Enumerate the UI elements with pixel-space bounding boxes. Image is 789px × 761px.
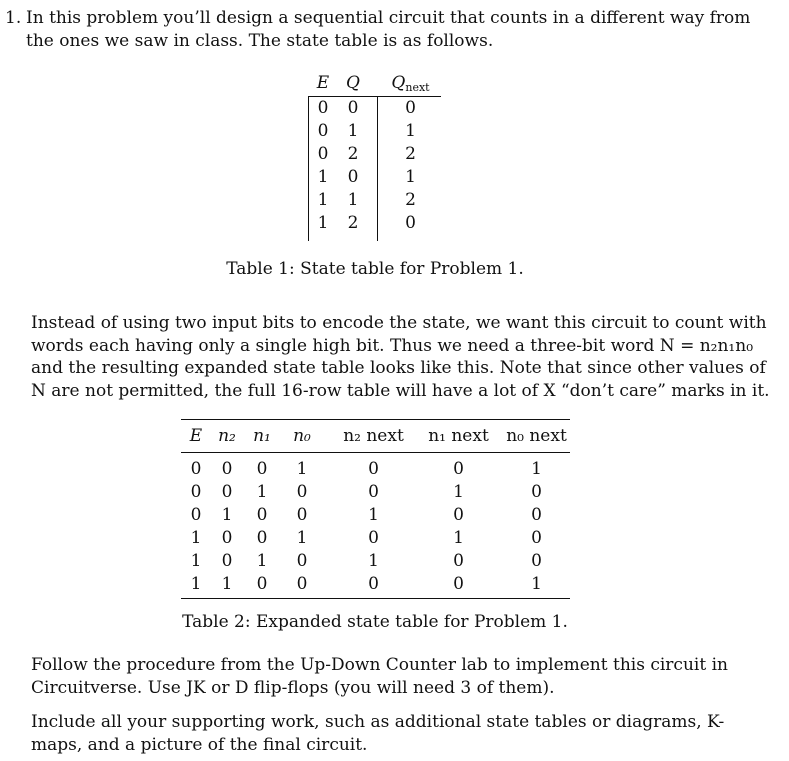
table-cell: 0 — [368, 482, 379, 502]
table-cell: 1 — [317, 213, 329, 233]
table-cell: 0 — [531, 528, 542, 548]
table-cell: 0 — [221, 482, 233, 502]
table-cell: 0 — [296, 574, 308, 594]
table-row — [308, 119, 441, 142]
table-cell: 0 — [453, 551, 464, 571]
table-cell: 1 — [347, 190, 359, 210]
table-cell: 1 — [221, 505, 233, 525]
table-cell: 0 — [453, 574, 464, 594]
header-n1: n₁ — [253, 426, 271, 446]
header-n0: n₀ — [293, 426, 311, 446]
header-q-next-subscript: next — [405, 81, 430, 94]
table-cell: 0 — [347, 98, 359, 118]
procedure-paragraph: Follow the procedure from the Up-Down Counter lab to implement this circuit in Circuitverse. Use JK or D flip-flops (you will need 3 of them). — [31, 655, 728, 698]
table-cell: 0 — [453, 505, 464, 525]
table-cell: 0 — [531, 551, 542, 571]
table-cell: 1 — [405, 121, 416, 141]
table-row — [181, 457, 570, 480]
table-cell: 1 — [368, 551, 379, 571]
header-e: E — [189, 426, 203, 446]
table-cell: 2 — [347, 213, 359, 233]
table-cell: 0 — [347, 167, 359, 187]
table-cell: 1 — [453, 528, 464, 548]
table-row — [308, 211, 441, 234]
state-table — [308, 71, 441, 234]
table-cell: 0 — [296, 505, 308, 525]
expanded-encoding-paragraph: Instead of using two input bits to encode the state, we want this circuit to count with words each having only a single high bit. Thus we need a three-bit word N = n₂n₁n₀ and the resulting expanded state table looks like this. Note that since other values of N are not permitted, the full 16-row table will have a lot of X “don’t care” marks in it. — [31, 313, 770, 401]
table-cell: 0 — [190, 482, 202, 502]
table-cell: 0 — [256, 459, 268, 479]
header-q-next — [380, 73, 441, 94]
table-cell: 1 — [221, 574, 233, 594]
state-table-header — [308, 71, 441, 96]
column-divider — [308, 96, 309, 241]
table-cell: 0 — [317, 121, 329, 141]
table-cell: 0 — [190, 459, 202, 479]
table-cell: 0 — [368, 459, 379, 479]
table-cell: 0 — [405, 213, 416, 233]
table-row — [181, 503, 570, 526]
table-cell: 2 — [405, 144, 416, 164]
table-row — [308, 96, 441, 119]
table-cell: 2 — [347, 144, 359, 164]
header-e: E — [316, 73, 330, 93]
problem-intro — [5, 7, 775, 52]
header-n1-next: n₁ next — [428, 426, 489, 446]
table-cell: 2 — [405, 190, 416, 210]
table-cell: 0 — [256, 574, 268, 594]
problem-number: 1. — [5, 8, 22, 28]
table-row — [181, 572, 570, 595]
header-n2: n₂ — [218, 426, 236, 446]
header-rule — [181, 452, 570, 453]
table-row — [308, 188, 441, 211]
table-cell: 1 — [296, 528, 308, 548]
problem-intro-text: In this problem you’ll design a sequential circuit that counts in a different way from the ones we saw in class. The state table is as follows. — [26, 8, 751, 51]
table-row — [181, 480, 570, 503]
table-cell: 0 — [256, 505, 268, 525]
table-cell: 0 — [221, 551, 233, 571]
table-cell: 0 — [296, 482, 308, 502]
table-cell: 0 — [368, 574, 379, 594]
header-n0-next: n₀ next — [506, 426, 567, 446]
table-cell: 1 — [190, 528, 202, 548]
expanded-state-table — [181, 419, 570, 595]
table1-caption: Table 1: State table for Problem 1. — [226, 259, 524, 279]
table-row — [308, 142, 441, 165]
table-cell: 0 — [256, 528, 268, 548]
table-row — [181, 526, 570, 549]
column-divider — [377, 96, 378, 241]
table-cell: 1 — [347, 121, 359, 141]
table-row — [308, 165, 441, 188]
table-cell: 0 — [405, 98, 416, 118]
table-cell: 1 — [190, 551, 202, 571]
header-q-next-symbol: Q — [391, 73, 406, 93]
table-cell: 0 — [190, 505, 202, 525]
table-cell: 1 — [531, 459, 542, 479]
table-cell: 1 — [405, 167, 416, 187]
table-cell: 1 — [256, 551, 268, 571]
header-q: Q — [346, 73, 360, 93]
table-cell: 1 — [531, 574, 542, 594]
table2-caption: Table 2: Expanded state table for Problem 1. — [182, 612, 568, 632]
table-cell: 1 — [296, 459, 308, 479]
table-cell: 0 — [368, 528, 379, 548]
expanded-table-header — [181, 419, 570, 449]
supporting-work-paragraph: Include all your supporting work, such as additional state tables or diagrams, K-maps, and a picture of the final circuit. — [31, 712, 725, 755]
table-cell: 1 — [317, 190, 329, 210]
bottom-rule — [181, 598, 570, 599]
table-cell: 1 — [317, 167, 329, 187]
table-cell: 0 — [531, 505, 542, 525]
table-cell: 1 — [453, 482, 464, 502]
table-cell: 0 — [531, 482, 542, 502]
table-cell: 0 — [221, 528, 233, 548]
table-row — [181, 549, 570, 572]
header-n2-next: n₂ next — [343, 426, 404, 446]
table-cell: 0 — [317, 98, 329, 118]
table-cell: 0 — [317, 144, 329, 164]
header-divider — [308, 96, 441, 97]
table-cell: 0 — [453, 459, 464, 479]
table-cell: 0 — [221, 459, 233, 479]
table-cell: 0 — [296, 551, 308, 571]
table-cell: 1 — [190, 574, 202, 594]
table-cell: 1 — [256, 482, 268, 502]
table-cell: 1 — [368, 505, 379, 525]
